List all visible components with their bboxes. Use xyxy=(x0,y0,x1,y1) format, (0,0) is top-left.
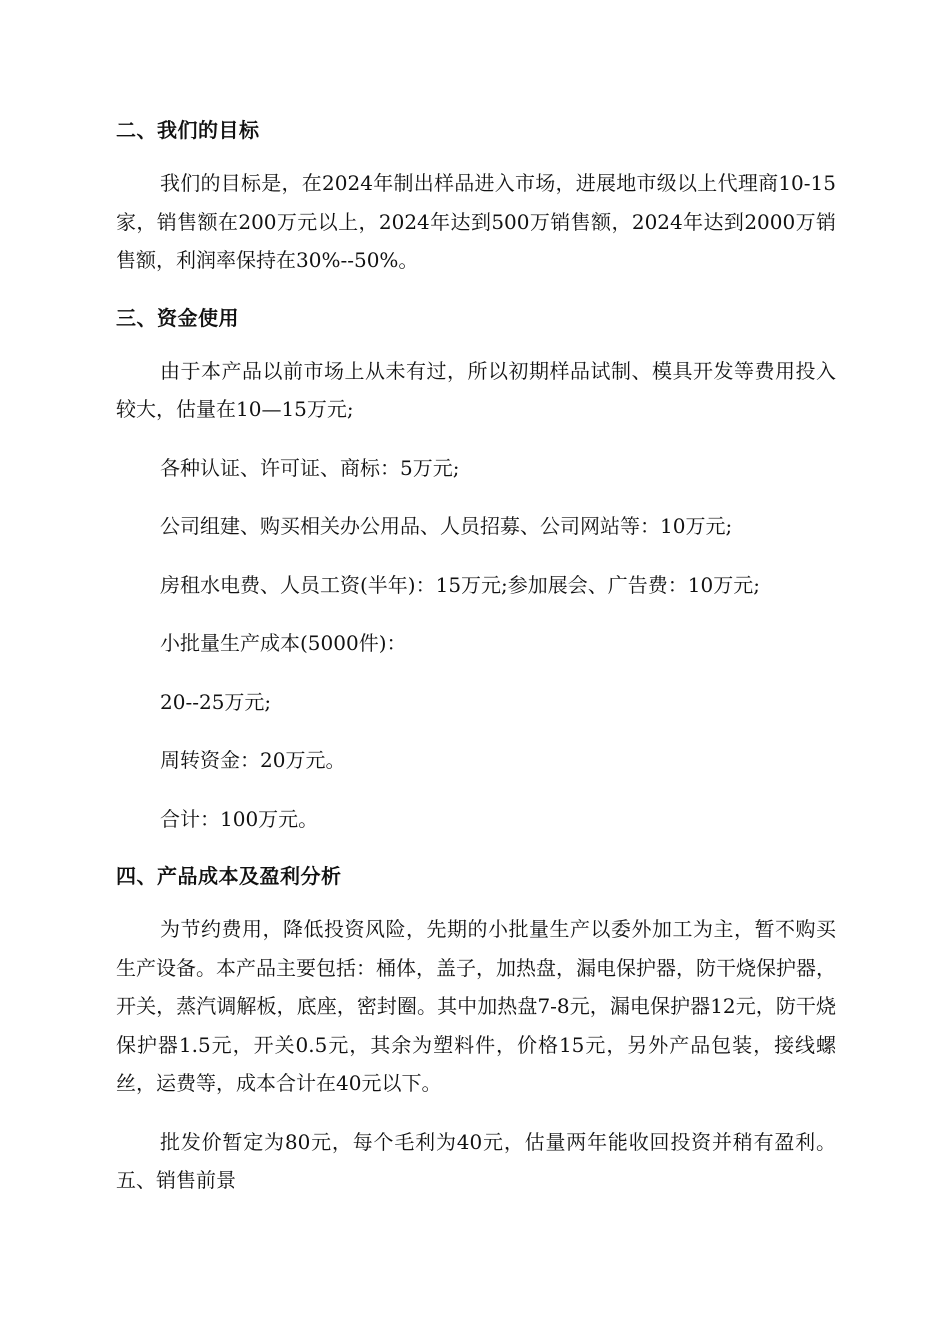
section-heading: 二、我们的目标 xyxy=(116,118,260,142)
paragraph: 公司组建、购买相关办公用品、人员招募、公司网站等：10万元; xyxy=(160,514,733,538)
section-heading: 四、产品成本及盈利分析 xyxy=(116,864,342,888)
paragraph: 由于本产品以前市场上从未有过，所以初期样品试制、模具开发等费用投入较大，估量在10—15万元; xyxy=(116,358,836,421)
section-funds-usage xyxy=(116,300,836,839)
paragraph: 房租水电费、人员工资(半年)：15万元;参加展会、广告费：10万元; xyxy=(160,572,760,597)
section-cost-profit xyxy=(116,858,836,1200)
paragraph: 20--25万元; xyxy=(160,689,272,714)
paragraph: 小批量生产成本(5000件)： xyxy=(160,631,407,655)
paragraph: 为节约费用，降低投资风险，先期的小批量生产以委外加工为主，暂不购买生产设备。本产品主要包括：桶体，盖子，加热盘，漏电保护器，防干烧保护器，开关，蒸汽调解板，底座，密封圈。其中加热盘7-8元，漏电保护器12元，防干烧保护器1.5元，开关0.5元，其余为塑料件，价格15元，另外产品包装，接线螺丝，运费等，成本合计在40元以下。 xyxy=(116,917,836,1095)
section-goals xyxy=(116,112,836,280)
paragraph: 各种认证、许可证、商标：5万元; xyxy=(160,455,460,480)
paragraph: 合计：100万元。 xyxy=(160,806,319,831)
paragraph: 我们的目标是，在2024年制出样品进入市场，进展地市级以上代理商10-15家，销售额在200万元以上，2024年达到500万销售额，2024年达到2000万销售额，利润率保持在30%--50%。 xyxy=(116,171,836,272)
paragraph: 批发价暂定为80元，每个毛利为40元，估量两年能收回投资并稍有盈利。五、销售前景 xyxy=(116,1129,836,1192)
section-heading: 三、资金使用 xyxy=(116,305,239,330)
document-page xyxy=(116,112,836,1200)
paragraph: 周转资金：20万元。 xyxy=(160,748,346,772)
